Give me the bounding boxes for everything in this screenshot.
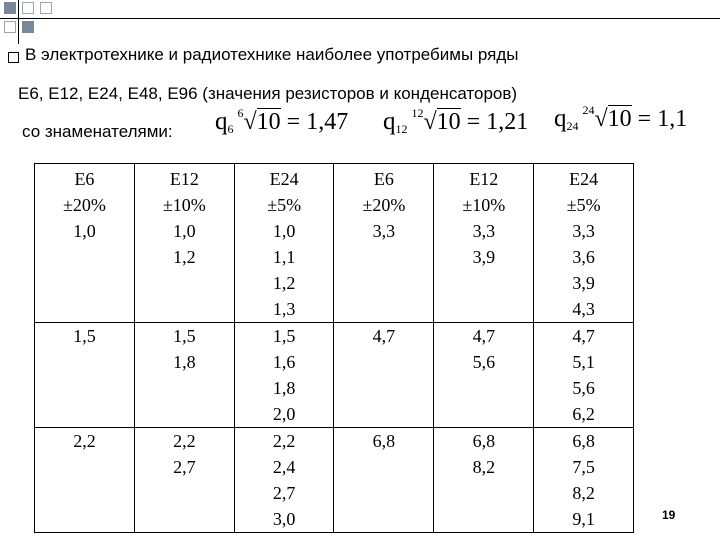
radical-icon: √ <box>243 109 257 135</box>
formula-result: = 1,1 <box>637 106 688 132</box>
formula-q-symbol: q <box>554 105 567 132</box>
cell-value: 7,5 <box>572 457 595 477</box>
cell-value: 1,8 <box>173 352 196 372</box>
cell-value: 9,1 <box>572 509 595 529</box>
formula-q12 <box>383 108 528 137</box>
cell-value: 1,0 <box>173 221 196 241</box>
header-series-name: Е6 <box>373 169 394 189</box>
table-header-cell <box>334 164 434 219</box>
cell-value: 4,7 <box>372 326 396 346</box>
table-cell <box>434 323 534 428</box>
text-line-2: Е6, Е12, Е24, Е48, Е96 (значения резисторов и конденсаторов) <box>18 84 518 103</box>
cell-value: 1,2 <box>173 247 196 267</box>
cell-value: 3,9 <box>472 247 496 267</box>
decor-square <box>4 2 16 14</box>
formula-root-index: 6 <box>237 106 244 120</box>
cell-value: 8,2 <box>472 457 496 477</box>
header-tolerance: ±20% <box>63 195 106 215</box>
cell-value: 3,0 <box>272 509 296 529</box>
table-cell <box>134 323 234 428</box>
table-header-cell <box>35 164 135 219</box>
cell-value: 4,7 <box>572 326 595 346</box>
formula-root-index: 24 <box>582 103 595 117</box>
header-series-name: Е6 <box>74 169 95 189</box>
table-header-cell <box>134 164 234 219</box>
formula-q-symbol: q <box>215 108 228 135</box>
cell-value: 2,0 <box>272 404 296 424</box>
cell-value: 6,8 <box>572 431 595 451</box>
cell-value: 2,7 <box>272 483 296 503</box>
table-row <box>35 428 634 533</box>
cell-value: 1,2 <box>272 273 296 293</box>
cell-value: 3,3 <box>572 221 595 241</box>
table-cell <box>334 323 434 428</box>
header-tolerance: ±5% <box>566 195 601 215</box>
page-number: 19 <box>662 508 676 522</box>
table-cell <box>534 428 634 533</box>
cell-value: 4,3 <box>572 299 595 319</box>
decor-square <box>22 21 34 33</box>
cell-value: 1,0 <box>73 221 96 241</box>
formula-radicand: 10 <box>436 109 461 135</box>
cell-value: 6,2 <box>572 404 595 424</box>
table-cell <box>134 218 234 323</box>
table-cell <box>35 323 135 428</box>
table-cell <box>534 323 634 428</box>
header-series-name: Е24 <box>269 169 299 189</box>
table-cell <box>234 428 334 533</box>
table-cell <box>35 428 135 533</box>
table-header-row <box>35 164 634 219</box>
cell-value: 6,8 <box>372 431 396 451</box>
table-cell <box>35 218 135 323</box>
header-tolerance: ±20% <box>362 195 406 215</box>
formula-result: = 1,47 <box>286 109 349 135</box>
cell-value: 1,8 <box>272 378 296 398</box>
cell-value: 1,0 <box>272 221 296 241</box>
table-header-cell <box>434 164 534 219</box>
cell-value: 1,3 <box>272 299 296 319</box>
table-cell <box>334 428 434 533</box>
formula-root-index: 12 <box>411 106 424 120</box>
header-series-name: Е12 <box>469 169 499 189</box>
cell-value: 1,1 <box>272 247 296 267</box>
formula-subscript: 6 <box>227 122 234 136</box>
header-tolerance: ±5% <box>267 195 302 215</box>
header-rule <box>0 18 720 19</box>
header-series-name: Е12 <box>169 169 199 189</box>
cell-value: 6,8 <box>472 431 496 451</box>
bullet-square-icon <box>8 52 19 63</box>
formula-subscript: 24 <box>566 119 579 133</box>
table-cell <box>234 323 334 428</box>
cell-value: 3,6 <box>572 247 595 267</box>
header-tolerance: ±10% <box>462 195 506 215</box>
formula-subscript: 12 <box>395 122 408 136</box>
radical-icon: √ <box>594 106 608 132</box>
table-cell <box>134 428 234 533</box>
decor-square <box>22 2 34 14</box>
cell-value: 2,4 <box>272 457 296 477</box>
formula-q24 <box>554 105 687 134</box>
table-header-cell <box>234 164 334 219</box>
cell-value: 3,3 <box>472 221 496 241</box>
cell-value: 1,5 <box>173 326 196 346</box>
cell-value: 3,9 <box>572 273 595 293</box>
header-vertical-rule <box>18 0 19 44</box>
table-cell <box>534 218 634 323</box>
cell-value: 1,6 <box>272 352 296 372</box>
formula-radicand: 10 <box>607 106 632 132</box>
text-line-1: В электротехнике и радиотехнике наиболее употребимы ряды <box>25 45 519 64</box>
header-series-name: Е24 <box>569 169 599 189</box>
cell-value: 5,6 <box>572 378 595 398</box>
text-line-3: со знаменателями: <box>22 122 173 141</box>
cell-value: 2,2 <box>272 431 296 451</box>
table-header-cell <box>534 164 634 219</box>
header-tolerance: ±10% <box>162 195 206 215</box>
decor-square <box>4 21 16 33</box>
table-row <box>35 218 634 323</box>
table-row <box>35 323 634 428</box>
table-cell <box>434 428 534 533</box>
cell-value: 2,2 <box>73 431 96 451</box>
formula-q6 <box>215 108 348 137</box>
formula-result: = 1,21 <box>466 109 529 135</box>
formula-q-symbol: q <box>383 108 396 135</box>
table-cell <box>334 218 434 323</box>
cell-value: 5,6 <box>472 352 496 372</box>
table-cell <box>434 218 534 323</box>
cell-value: 4,7 <box>472 326 496 346</box>
cell-value: 1,5 <box>272 326 296 346</box>
table-cell <box>234 218 334 323</box>
radical-icon: √ <box>423 109 437 135</box>
series-table <box>34 163 634 533</box>
cell-value: 1,5 <box>73 326 96 346</box>
cell-value: 8,2 <box>572 483 595 503</box>
formula-radicand: 10 <box>256 109 281 135</box>
cell-value: 2,7 <box>173 457 196 477</box>
cell-value: 3,3 <box>372 221 396 241</box>
cell-value: 5,1 <box>572 352 595 372</box>
cell-value: 2,2 <box>173 431 196 451</box>
decor-square <box>40 2 52 14</box>
